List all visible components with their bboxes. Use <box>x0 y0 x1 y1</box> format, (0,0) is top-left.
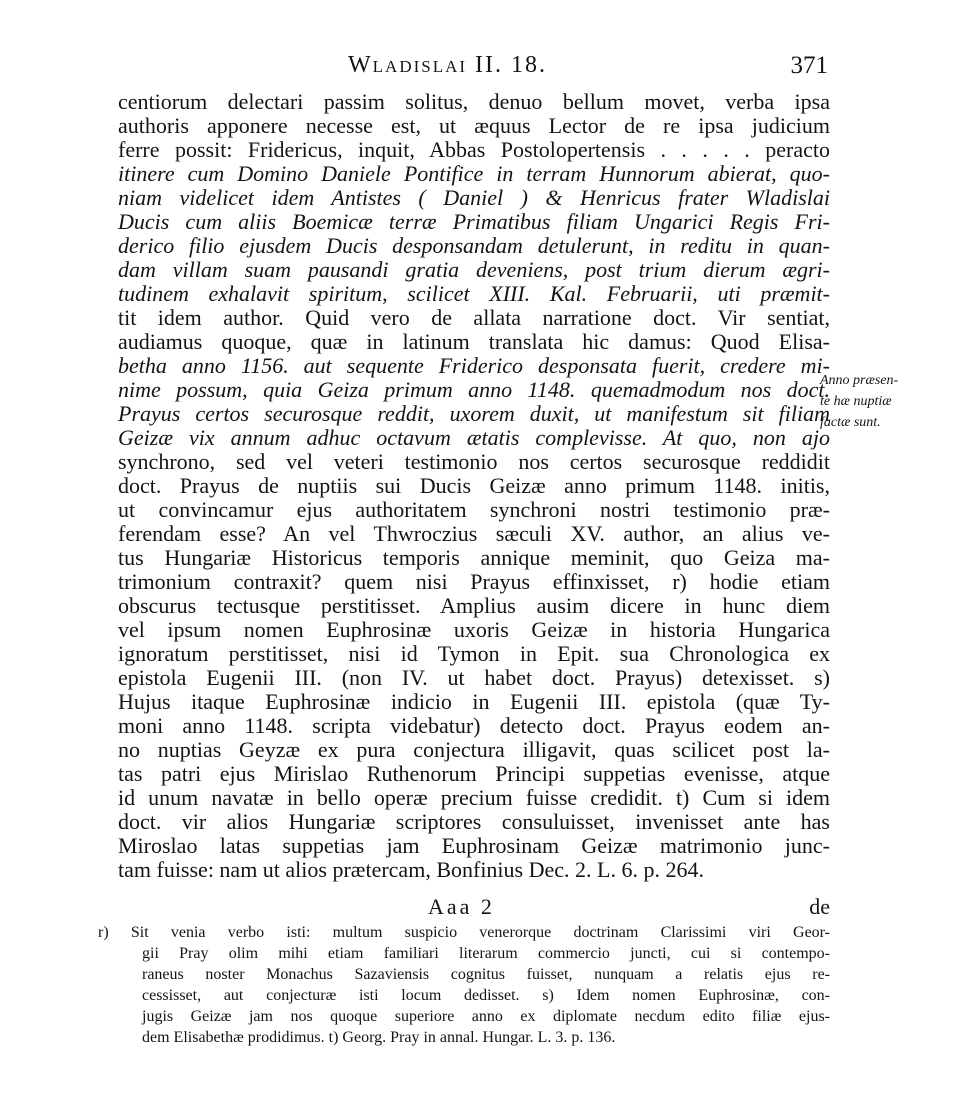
text-line: id unum navatæ in bello operæ precium fuisse credidit. t) Cum si idem <box>118 786 830 810</box>
marginal-note <box>820 370 952 433</box>
text-line: tudinem exhalavit spiritum, scilicet XIII. Kal. Februarii, uti præmit- <box>118 282 830 306</box>
text-line: tus Hungariæ Historicus temporis annique meminit, quo Geiza ma- <box>118 546 830 570</box>
text-line: tam fuisse: nam ut alios prætercam, Bonfinius Dec. 2. L. 6. p. 264. <box>118 858 704 882</box>
catchline <box>118 894 830 920</box>
text-line: ferre possit: Fridericus, inquit, Abbas Postolopertensis . . . . . peracto <box>118 138 830 162</box>
text-line: Geizæ vix annum adhuc octavum ætatis complevisse. At quo, non ajo <box>118 426 830 450</box>
text-line: Prayus certos securosque reddit, uxorem duxit, ut manifestum sit filiam <box>118 402 830 426</box>
marginal-note-line: te hæ nuptiæ <box>820 394 892 409</box>
text-line: audiamus quoque, quæ in latinum translata hic damus: Quod Elisa- <box>118 330 830 354</box>
text-line: Ducis cum aliis Boemicæ terræ Primatibus filiam Ungarici Regis Fri- <box>118 210 830 234</box>
running-title: Wladislai II. 18. <box>348 52 548 78</box>
footnotes <box>98 922 830 1048</box>
text-line: tit idem author. Quid vero de allata narratione doct. Vir sentiat, <box>118 306 830 330</box>
footnote-line: dem Elisabethæ prodidimus. t) Georg. Pray in annal. Hungar. L. 3. p. 136. <box>142 1029 616 1046</box>
text-line: tas patri ejus Mirislao Ruthenorum Principi suppetias evenisse, atque <box>118 762 830 786</box>
page-number: 371 <box>790 52 828 79</box>
text-line: niam videlicet idem Antistes ( Daniel ) & Henricus frater Wladislai <box>118 186 830 210</box>
text-line: moni anno 1148. scripta videbatur) detecto doct. Prayus eodem an- <box>118 714 830 738</box>
text-line: derico filio ejusdem Ducis desponsandam detulerunt, in reditu in quan- <box>118 234 830 258</box>
text-line: synchrono, sed vel veteri testimonio nos certos securosque reddidit <box>118 450 830 474</box>
text-line: vel ipsum nomen Euphrosinæ uxoris Geizæ in historia Hungarica <box>118 618 830 642</box>
text-line: ignoratum perstitisset, nisi id Tymon in Epit. sua Chronologica ex <box>118 642 830 666</box>
text-line: authoris apponere necesse est, ut æquus Lector de re ipsa judicium <box>118 114 830 138</box>
text-line: doct. Prayus de nuptiis sui Ducis Geizæ anno primum 1148. initis, <box>118 474 830 498</box>
signature-mark: Aaa 2 <box>428 894 495 919</box>
text-line: centiorum delectari passim solitus, denuo bellum movet, verba ipsa <box>118 90 830 114</box>
text-line: dam villam suam pausandi gratia deveniens, post trium dierum ægri- <box>118 258 830 282</box>
text-line: trimonium contraxit? quem nisi Prayus effinxisset, r) hodie etiam <box>118 570 830 594</box>
footnote-line: jugis Geizæ jam nos quoque superiore anno ex diplomate necdum edito filiæ ejus- <box>142 1008 830 1025</box>
text-line: doct. vir alios Hungariæ scriptores consuluisset, invenisset ante has <box>118 810 830 834</box>
text-line: obscurus tectusque perstitisset. Amplius ausim dicere in hunc diem <box>118 594 830 618</box>
text-line: no nuptias Geyzæ ex pura conjectura illigavit, quas scilicet post la- <box>118 738 830 762</box>
footnote-line: gii Pray olim mihi etiam familiari literarum commercio juncti, cui si contempo- <box>142 945 830 962</box>
footnote-line: raneus noster Monachus Sazaviensis cognitus fuisset, nunquam a relatis ejus re- <box>142 966 830 983</box>
footnote-line: cessisset, aut conjecturæ isti locum dedisset. s) Idem nomen Euphrosinæ, con- <box>142 987 830 1004</box>
page-header <box>118 52 828 86</box>
text-line: itinere cum Domino Daniele Pontifice in terram Hunnorum abierat, quo- <box>118 162 830 186</box>
text-line: betha anno 1156. aut sequente Friderico desponsata fuerit, credere mi- <box>118 354 830 378</box>
footnote-line: r) Sit venia verbo isti: multum suspicio venerorque doctrinam Clarissimi viri Geor- <box>98 924 830 941</box>
text-line: Miroslao latas suppetias jam Euphrosinam Geizæ matrimonio junc- <box>118 834 830 858</box>
text-line: nime possum, quia Geiza primum anno 1148. quemadmodum nos doct. <box>118 378 830 402</box>
text-line: ferendam esse? An vel Thwroczius sæculi XV. author, an alius ve- <box>118 522 830 546</box>
text-line: epistola Eugenii III. (non IV. ut habet doct. Prayus) detexisset. s) <box>118 666 830 690</box>
text-line: Hujus itaque Euphrosinæ indicio in Eugenii III. epistola (quæ Ty- <box>118 690 830 714</box>
marginal-note-line: factæ sunt. <box>820 415 881 430</box>
text-line: ut convincamur ejus authoritatem synchroni nostri testimonio præ- <box>118 498 830 522</box>
catchword: de <box>809 894 830 919</box>
marginal-note-line: Anno præsen- <box>820 373 899 388</box>
body-text <box>118 90 830 882</box>
